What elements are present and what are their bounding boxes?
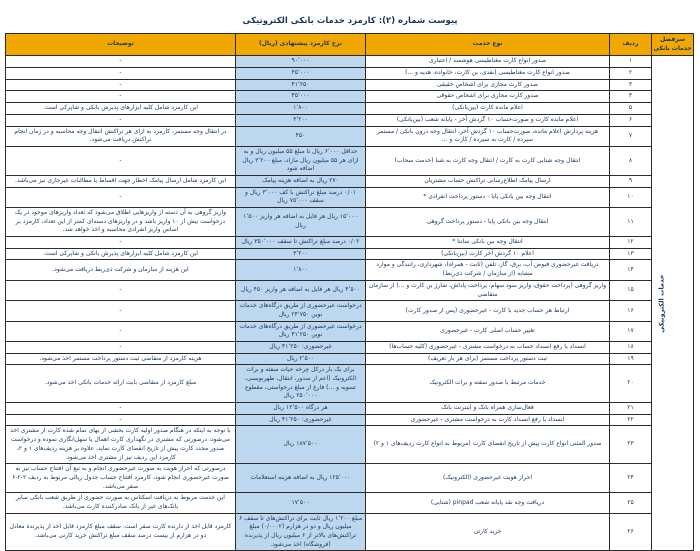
row-number-cell: ۱۰ bbox=[610, 187, 652, 207]
table-row bbox=[6, 56, 694, 68]
fee-rate-cell: ۳٬۲۰۰ bbox=[236, 114, 366, 126]
fee-rate-cell: ۰/۰۲ درصد مبلغ تراکنش تا سقف ۳۵۰٬۰۰۰ ریال bbox=[236, 237, 366, 249]
row-number-cell: ۲ bbox=[610, 68, 652, 80]
table-row bbox=[6, 493, 694, 513]
fee-rate-cell: غیرحضوری: ۴۱٬۲۵۰ ریال bbox=[236, 341, 366, 353]
service-type-cell: ارسال پیامک اطلاع‌رسانی تراکنش حساب مشتریان bbox=[366, 175, 610, 187]
table-row bbox=[6, 126, 694, 146]
service-type-cell: واریز گروهی (پرداخت حقوق، واریز سود سهام، پرداخت پاداش، شارژ بن کارت و ...) از سازمان متقاضی bbox=[366, 280, 610, 300]
table-row bbox=[6, 114, 694, 126]
service-type-cell: صدور انواع کارت مغناطیسی هوشمند / اعتباری bbox=[366, 56, 610, 68]
page-title: پیوست شماره (۲): کارمزد خدمات بانکی الکترونیکی bbox=[242, 16, 458, 26]
service-type-cell: فعال‌سازی همراه بانک و اینترنت بانک bbox=[366, 403, 610, 415]
fee-rate-cell: ۴۵٬۰۰۰ bbox=[236, 68, 366, 80]
service-type-cell: انتقال وجه بین بانکی پایا - دستور پرداخت انفرادی * bbox=[366, 187, 610, 207]
row-number-cell: ۶ bbox=[610, 114, 652, 126]
row-number-cell: ۲۴ bbox=[610, 464, 652, 493]
header-fee-rate: نرخ کارمزد پیشنهادی (ریال) bbox=[236, 34, 366, 56]
section-merged-cell bbox=[652, 56, 694, 551]
note-cell: - bbox=[6, 414, 236, 426]
table-row bbox=[6, 280, 694, 300]
service-type-cell: تغییر حساب اصلی کارت - غیرحضوری bbox=[366, 321, 610, 341]
header-notes: توضیحات bbox=[6, 34, 236, 56]
service-type-cell: صدور کارت مجازی برای اشخاص حقیقی bbox=[366, 79, 610, 91]
fee-rate-cell: ۱۸۷٬۵۰۰ ریال bbox=[236, 426, 366, 464]
fee-rate-cell: ۰/۰۱ درصد مبلغ تراکنش با کف ۳٬۰۰۰ ریال و سقف ۷۵٬۰۰۰ ریال bbox=[236, 187, 366, 207]
fee-rate-cell: درخواست غیرحضوری از طریق درگاه‌های خدمات نوین ۲۴٬۷۵۰ ریال bbox=[236, 301, 366, 321]
service-type-cell: انتقال وجه شتابی کارت به کارت / انتقال وجه کارت به شبا (خدمت سحاب) bbox=[366, 146, 610, 175]
fee-rate-cell: مبلغ ۱٬۲۰۰ ریال ثابت برای تراکنش‌های تا سقف ۶ میلیون ریال و دو در هزارم (۰/۰۰۰۲) مبلغ تراکنش‌های بالاتر از ۶ میلیون ریال از پذیرنده (فروشگاه) اخذ می‌شود. bbox=[236, 513, 366, 551]
fee-rate-cell: برای یک بار درکل چرخه حیات سفته و برات الکترونیک (اعم از صدور، انتقال، ظهرنویسی، تسویه و ...) فارغ از مبلغ درخواستی، مقطوع ۲۵۰٬۰۰۰ ریال bbox=[236, 365, 366, 403]
table-row bbox=[6, 341, 694, 353]
table-row bbox=[6, 79, 694, 91]
table-row bbox=[6, 248, 694, 260]
table-row bbox=[6, 321, 694, 341]
note-cell: با توجه به اینکه در هنگام صدور اولیه کارت بخشی از بهای تمام شده کارت از مشتری اخذ می‌شود، درصورتی که مشتری در نگهداری کارت اهمال یا سهل‌انگاری نموده و درخواست صدور مجدد کارت پیش از تاریخ انقضای کارت نماید، علاوه بر هزینه ردیف‌های ۱ و ۲، کارمزد این ردیف نیز از مشتری اخذ می‌شود. bbox=[6, 426, 236, 464]
row-number-cell: ۲۱ bbox=[610, 403, 652, 415]
service-type-cell: ارتباط هر حساب جدید با کارت - غیرحضوری (پس از صدور کارت) bbox=[366, 301, 610, 321]
row-number-cell: ۱۲ bbox=[610, 237, 652, 249]
service-type-cell: خرید کارتی bbox=[366, 513, 610, 551]
table-header-row bbox=[6, 34, 694, 56]
row-number-cell: ۴ bbox=[610, 91, 652, 103]
table-row bbox=[6, 187, 694, 207]
section-vertical-label: خدمات الکترونیکی bbox=[657, 274, 666, 333]
row-number-cell: ۲۲ bbox=[610, 414, 652, 426]
fee-rate-cell: ۱۲۵٬۰۰۰ ریال به اضافه هزینه استعلامات bbox=[236, 464, 366, 493]
row-number-cell: ۱۳ bbox=[610, 248, 652, 260]
table-body bbox=[6, 56, 694, 551]
row-number-cell: ۱ bbox=[610, 56, 652, 68]
fee-rate-cell: ۱٬۸۰۰ bbox=[236, 260, 366, 280]
note-cell: - bbox=[6, 403, 236, 415]
note-cell: این هزینه از سازمان و شرکت ذی‌ربط دریافت می‌شود. bbox=[6, 260, 236, 280]
row-number-cell: ۱۶ bbox=[610, 301, 652, 321]
table-row bbox=[6, 513, 694, 551]
service-type-cell: ثبت دستور پرداخت مستمر (برای هر بار تعریف) bbox=[366, 353, 610, 365]
service-type-cell: صدور المثنی انواع کارت پیش از تاریخ انقضای کارت (مربوط به انواع کارت ردیف‌های ۱ و ۲) bbox=[366, 426, 610, 464]
row-number-cell: ۵ bbox=[610, 103, 652, 115]
table-row bbox=[6, 175, 694, 187]
note-cell: - bbox=[6, 301, 236, 321]
header-section: سرفصل خدمات بانکی bbox=[652, 34, 694, 56]
note-cell: - bbox=[6, 56, 236, 68]
row-number-cell: ۲۵ bbox=[610, 493, 652, 513]
fee-rate-cell: ۴۵۰ bbox=[236, 126, 366, 146]
note-cell: این کارمزد شامل کلیه ابزارهای پذیرش بانکی و شاپرکی است. bbox=[6, 103, 236, 115]
row-number-cell: ۱۷ bbox=[610, 321, 652, 341]
fee-rate-cell: ۴۱٬۲۵۰ bbox=[236, 79, 366, 91]
note-cell: کارمزد قابل اخذ از دارنده کارت صفر است. سقف مبلغ کارمزد قابل اخذ از پذیرنده معادل دو در هزارم از بیست درصد سقف مبلغ تراکنش خرید کارتی می‌باشد. bbox=[6, 513, 236, 551]
service-type-cell: صدور کارت مجازی برای اشخاص حقوقی bbox=[366, 91, 610, 103]
row-number-cell: ۱۹ bbox=[610, 353, 652, 365]
note-cell: این خدمت مربوط به دریافت اسکناس به صورت حضوری از طریق شعب بانکی سایر بانک‌های غیر از بانک صادرکننده کارت می‌باشد. bbox=[6, 493, 236, 513]
table-row bbox=[6, 353, 694, 365]
fee-rate-cell: ۳٬۲۰۰ bbox=[236, 248, 366, 260]
table-row bbox=[6, 91, 694, 103]
service-type-cell: اعلام ۱۰ گردش آخر کارت (بین‌بانکی) bbox=[366, 248, 610, 260]
service-type-cell: دریافت وجه نقد پایانه شعب pinpad (شتابی) bbox=[366, 493, 610, 513]
note-cell: - bbox=[6, 237, 236, 249]
service-type-cell: احراز هویت غیرحضوری (الکترونیک) bbox=[366, 464, 610, 493]
service-type-cell: دریافت غیرحضوری قبوض آب، برق، گاز، تلفن (ثابت - همراه)، شهرداری، رانندگی و موارد مشابه (از سازمان / شرکت ذی‌ربط) bbox=[366, 260, 610, 280]
fee-rate-cell: غیرحضوری: ۴۱٬۲۵۰ ریال bbox=[236, 414, 366, 426]
note-cell: این کارمزد شامل ارسال پیامک اخطار جهت اقساط یا مطالبات غیرجاری نیز می‌باشد. bbox=[6, 175, 236, 187]
fee-rate-cell: ۲٬۵۰۰ ریال bbox=[236, 353, 366, 365]
note-cell: - bbox=[6, 114, 236, 126]
fee-rate-cell: حداقل ۶٬۰۰۰ ریال تا مبلغ ۵۵ میلیون ریال و به ازای هر ۵۵ میلیون ریال مازاد، مبلغ ۳٬۲۰۰ ریال اضافه شود bbox=[236, 146, 366, 175]
row-number-cell: ۱۴ bbox=[610, 260, 652, 280]
row-number-cell: ۸ bbox=[610, 146, 652, 175]
row-number-cell: ۱۵ bbox=[610, 280, 652, 300]
note-cell: واریز گروهی به آن دسته از واریزهایی اطلاق می‌شود که تعداد واریزهای موجود در یک درخواست بیش از ۱۰ واریز باشد و در واریزهای دسته‌ای کمتر از این تعداد، کارمزد بر اساس واریز انفرادی محاسبه و اخذ خواهد شد. bbox=[6, 208, 236, 237]
table-row bbox=[6, 208, 694, 237]
fee-rate-cell: ۹۰٬۰۰۰ bbox=[236, 56, 366, 68]
note-cell: - bbox=[6, 187, 236, 207]
service-type-cell: صدور انواع کارت مغناطیسی (نقدی، بن کارت، خانواده، هدیه و ...) bbox=[366, 68, 610, 80]
fee-rate-cell: ۴٬۵۰۰ ریال هر فایل به اضافه هر واریز ۴۵۰ ریال bbox=[236, 280, 366, 300]
fee-rate-cell: ۱۵٬۰۰۰ ریال هر فایل به اضافه هر واریز ۱٬۵۰۰ ریال bbox=[236, 208, 366, 237]
note-cell: - bbox=[6, 91, 236, 103]
table-row bbox=[6, 237, 694, 249]
service-type-cell: انسداد یا رفع انسداد حساب به درخواست مشتری - غیرحضوری (کلیه حساب‌ها) bbox=[366, 341, 610, 353]
service-type-cell: انتقال وجه بین بانکی ساتنا * bbox=[366, 237, 610, 249]
note-cell: - bbox=[6, 280, 236, 300]
note-cell: - bbox=[6, 68, 236, 80]
row-number-cell: ۷ bbox=[610, 126, 652, 146]
header-row-number: ردیف bbox=[610, 34, 652, 56]
note-cell: - bbox=[6, 321, 236, 341]
service-type-cell: اعلام مانده کارت و صورت‌حساب ۱۰ گردش آخر - پایانه شعب (بین‌بانکی) bbox=[366, 114, 610, 126]
table-row bbox=[6, 146, 694, 175]
row-number-cell: ۱۱ bbox=[610, 208, 652, 237]
note-cell: هزینه کارمزد از متقاضی ثبت دستور پرداخت مستمر اخذ می‌شود. bbox=[6, 353, 236, 365]
note-cell: درصورتی که احراز هویت به صورت غیرحضوری انجام و به تبع آن افتتاح حساب نیز به صورت غیرحضوری انجام شود، کارمزد افتتاح حساب جدول ریالی مربوط به ردیف ۲-۲-۶ صفر می‌باشد. bbox=[6, 464, 236, 493]
service-type-cell: انسداد یا رفع انسداد کارت به درخواست مشتری - غیرحضوری bbox=[366, 414, 610, 426]
fee-rate-cell: ۱۷٬۵۰۰ bbox=[236, 493, 366, 513]
service-type-cell: انتقال وجه بین بانکی پایا - دستور پرداخت گروهی bbox=[366, 208, 610, 237]
table-row bbox=[6, 260, 694, 280]
note-cell: مبلغ کارمزد از متقاضی بابت ارائه خدمات بانکی اخذ می‌شود. bbox=[6, 365, 236, 403]
fee-rate-cell: ۴۵٬۰۰۰ bbox=[236, 91, 366, 103]
note-cell: - bbox=[6, 341, 236, 353]
service-type-cell: خدمات مرتبط با صدور سفته و برات الکترونیک bbox=[366, 365, 610, 403]
table-row bbox=[6, 464, 694, 493]
service-type-cell: اعلام مانده کارت (بین‌بانکی) bbox=[366, 103, 610, 115]
note-cell: در انتقال وجه مستمر، کارمزد به ازای هر تراکنش انتقال وجه محاسبه و در زمان انجام تراکنش دریافت می‌شود. bbox=[6, 126, 236, 146]
row-number-cell: ۲۰ bbox=[610, 365, 652, 403]
service-type-cell: هزینه پردازش اعلام مانده، صورت‌حساب ۱۰ گردش آخر، انتقال وجه درون بانکی / مستمر سپرده / کارت به سپرده / کارت و ... bbox=[366, 126, 610, 146]
fee-rate-cell: ۱٬۸۰۰ bbox=[236, 103, 366, 115]
fee-rate-cell: ۲۷۰ ریال به اضافه هزینه پیامک bbox=[236, 175, 366, 187]
row-number-cell: ۹ bbox=[610, 175, 652, 187]
table-row bbox=[6, 426, 694, 464]
header-service-type: نوع خدمت bbox=[366, 34, 610, 56]
row-number-cell: ۱۸ bbox=[610, 341, 652, 353]
table-row bbox=[6, 365, 694, 403]
table-row bbox=[6, 403, 694, 415]
fee-table bbox=[5, 33, 694, 551]
note-cell: - bbox=[6, 146, 236, 175]
note-cell: - bbox=[6, 79, 236, 91]
fee-rate-cell: هر درگاه ۱۲٬۵۰۰ ریال bbox=[236, 403, 366, 415]
row-number-cell: ۲۶ bbox=[610, 513, 652, 551]
table-row bbox=[6, 414, 694, 426]
table-row bbox=[6, 68, 694, 80]
fee-rate-cell: درخواست غیرحضوری از طریق درگاه‌های خدمات نوین ۴۱٬۲۵۰ ریال bbox=[236, 321, 366, 341]
table-row bbox=[6, 103, 694, 115]
note-cell: این کارمزد شامل کلیه ابزارهای پذیرش بانکی و شاپرکی است. bbox=[6, 248, 236, 260]
table-row bbox=[6, 301, 694, 321]
row-number-cell: ۲۳ bbox=[610, 426, 652, 464]
row-number-cell: ۳ bbox=[610, 79, 652, 91]
